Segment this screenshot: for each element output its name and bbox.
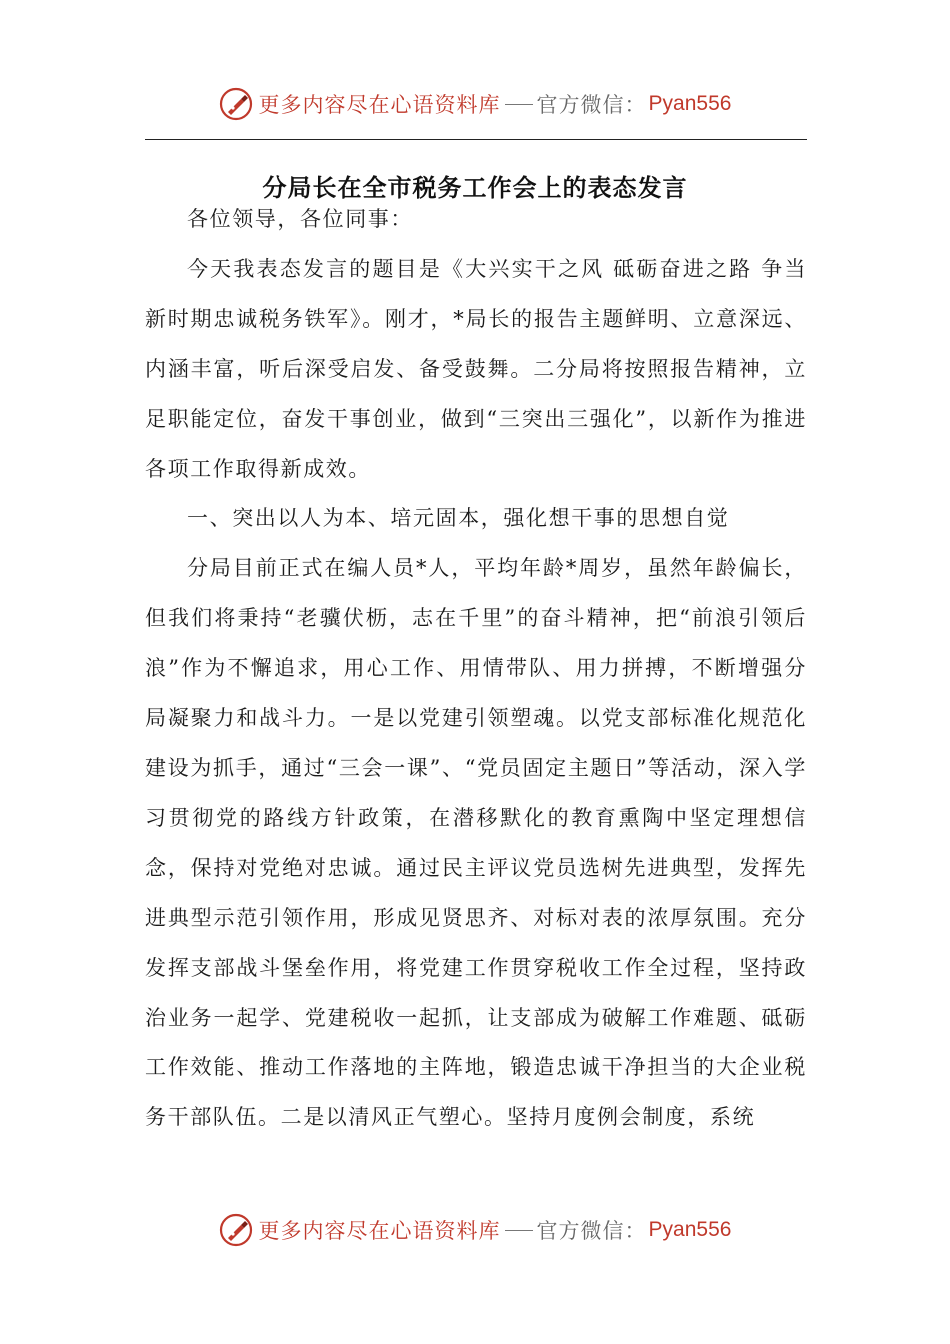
banner-official-label: 官方微信： xyxy=(536,93,647,117)
document-title: 分局长在全市税务工作会上的表态发言 xyxy=(262,174,688,202)
header-banner xyxy=(0,84,950,124)
body-paragraph: 分局目前正式在编人员*人，平均年龄*周岁，虽然年龄偏长，但我们将秉持“老骥伏枥，志在千里”的奋斗精神，把“前浪引领后浪”作为不懈追求，用心工作、用情带队、用力拼搏，不断增强分局凝聚力和战斗力。一是以党建引领塑魂。以党支部标准化规范化建设为抓手，通过“三会一课”、“党员固定主题日”等活动，深入学习贯彻党的路线方针政策，在潜移默化的教育熏陶中坚定理想信念，保持对党绝对忠诚。通过民主评议党员选树先进典型，发挥先进典型示范引领作用，形成见贤思齐、对标对表的浓厚氛围。充分发挥支部战斗堡垒作用，将党建工作贯穿税收工作全过程，坚持政治业务一起学、党建税收一起抓，让支部成为破解工作难题、砥砺工作效能、推动工作落地的主阵地，锻造忠诚干净担当的大企业税务干部队伍。二是以清风正气塑心。坚持月度例会制度，系统 xyxy=(145,556,807,1130)
banner-brand-text: 更多内容尽在心语资料库 xyxy=(258,93,501,117)
document-body xyxy=(145,183,807,1143)
banner-dash xyxy=(505,1230,533,1231)
banner-wechat-id: Pyan556 xyxy=(648,1218,732,1241)
banner-official-label: 官方微信： xyxy=(536,1219,647,1243)
section-heading: 一、突出以人为本、培元固本，强化想干事的思想自觉 xyxy=(187,506,730,531)
greeting-paragraph: 各位领导，各位同事： xyxy=(187,207,413,231)
banner-wechat-id: Pyan556 xyxy=(648,92,732,115)
banner-dash xyxy=(505,104,533,105)
header-rule xyxy=(145,139,807,140)
footer-banner xyxy=(0,1210,950,1250)
pen-nib-logo-icon xyxy=(219,87,253,121)
body-paragraph: 今天我表态发言的题目是《大兴实干之风 砥砺奋进之路 争当新时期忠诚税务铁军》。刚才，*局长的报告主题鲜明、立意深远、内涵丰富，听后深受启发、备受鼓舞。二分局将按照报告精神，立足职能定位，奋发干事创业，做到“三突出三强化”，以新作为推进各项工作取得新成效。 xyxy=(145,256,807,481)
pen-nib-logo-icon xyxy=(219,1213,253,1247)
banner-brand-text: 更多内容尽在心语资料库 xyxy=(258,1219,501,1243)
